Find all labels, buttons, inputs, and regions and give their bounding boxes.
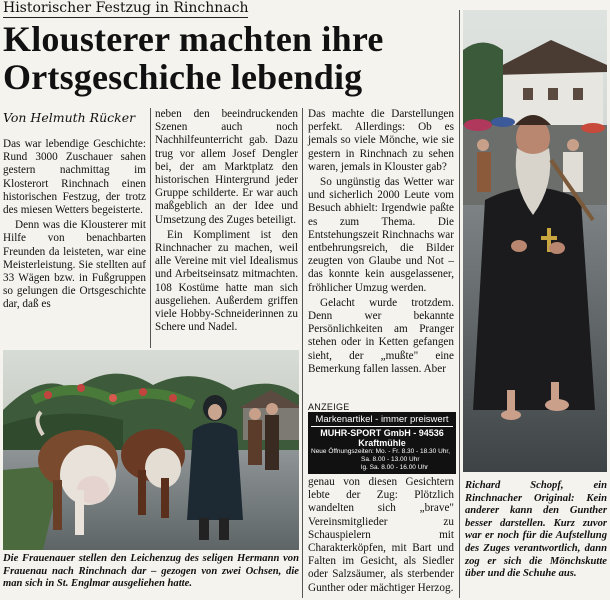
article-column-3 bbox=[308, 108, 454, 376]
ad-hours bbox=[311, 448, 453, 472]
column-rule bbox=[302, 108, 303, 598]
ad-box bbox=[308, 412, 456, 474]
caption-left: Die Frauenauer stellen den Leichenzug des seligen Hermann von Frauenau nach Rinchnach dar – gezogen von zwei Ochsen, die man sich in St. Englmar ausgeliehen hatte. bbox=[3, 553, 299, 590]
paragraph: genau von diesen Gesichtern lebte der Zug: Plötzlich wandelten sich „brave" Vereinsmitglieder zu Schauspielern mit Charakterköpfen, mit Bart und Falten im Gesicht, als Siedler oder Salzsäumer, als sterbender Gunther oder mächtiger Herzog. bbox=[308, 476, 454, 594]
headline bbox=[3, 20, 384, 96]
paragraph: Ein Kompliment ist den Rinchnacher zu machen, weil alle Vereine mit viel Idealismus und Arbeitseinsatz mitmachten. 108 Kostüme hatte man sich ausgeliehen. Außerdem griffen viele Hobby-Schneiderinnen zu Schere und Nadel. bbox=[155, 228, 298, 334]
paragraph: Gelacht wurde trotzdem. Denn wer bekannte Persönlichkeiten am Pranger stehen oder in Ketten gefangen sieht, der „mußte" eine Bemerkung fallen lassen. Aber bbox=[308, 296, 454, 375]
ad-label: ANZEIGE bbox=[308, 402, 350, 412]
article-column-3-continued bbox=[308, 476, 454, 595]
photo-monk bbox=[463, 10, 607, 472]
headline-line-1: Klousterer machten ihre bbox=[3, 19, 384, 59]
paragraph: Denn was die Klousterer mit Hilfe von benachbarten Freunden da leisteten, war eine Meisterleistung. Sie stellten auf 33 Wägen bzw. in Fußgruppen so gelungen die Ortsgeschichte dar, daß es bbox=[3, 219, 146, 311]
paragraph: neben den beeindruckenden Szenen auch noch Nachhilfeunterricht gab. Dazu trug vor allem Josef Dengler bei, der am Marktplatz den historischen Hintergrund jeder Gruppe schilderte. Er war auch maßgeblich an der Idee und Umsetzung des Zuges beteiligt. bbox=[155, 108, 298, 226]
byline: Von Helmuth Rücker bbox=[3, 110, 136, 125]
ad-company: MUHR-SPORT GmbH - 94536 Kraftmühle bbox=[320, 428, 444, 448]
photo-monk-image bbox=[463, 10, 607, 472]
photo-oxen-image bbox=[3, 350, 299, 550]
caption-right: Richard Schopf, ein Rinchnacher Original: Kein anderer kann den Gunther besser darstellen. Kurz zuvor war er noch für die Aufstellung des Zuges verantwortlich, dann zog er sich die Mönchskutte über und die Schuhe aus. bbox=[465, 480, 607, 580]
ad-hours-3: lg. Sa. 8.00 - 16.00 Uhr bbox=[361, 464, 429, 471]
ad-hours-1: Mo. - Fr. 8.30 - 18.30 Uhr, bbox=[375, 448, 450, 455]
column-rule bbox=[459, 10, 460, 598]
article-column-2 bbox=[155, 108, 298, 334]
photo-oxen-procession bbox=[3, 350, 299, 550]
paragraph: Das war lebendige Geschichte: Rund 3000 Zuschauer sahen gestern nachmittag im Klosterort Rinchnach einen historischen Festzug, der trotz des miesen Wetters begeisterte. bbox=[3, 138, 146, 217]
kicker: Historischer Festzug in Rinchnach bbox=[3, 0, 249, 16]
ad-hours-2: Sa. 8.00 - 13.00 Uhr bbox=[361, 456, 420, 463]
paragraph: So ungünstig das Wetter war und sicherlich 2000 Leute vom Besuch abhielt: Irgendwie paßte es zum Thema. Die Entstehungszeit Rinchnachs war entbehrungsreich, die Bilder zeugten von Glaube und Not – das konnte kein ausgelassener, fröhlicher Umzug werden. bbox=[308, 176, 454, 294]
headline-line-2: Ortsgeschiche lebendig bbox=[3, 57, 363, 97]
ad-hours-title: Neue Öffnungszeiten: bbox=[311, 448, 374, 455]
advertisement bbox=[308, 402, 456, 474]
column-rule bbox=[150, 108, 151, 348]
article-column-1 bbox=[3, 138, 146, 312]
ad-tagline: Markenartikel - immer preiswert bbox=[311, 414, 453, 427]
paragraph: Das machte die Darstellungen perfekt. Allerdings: Ob es jemals so viele Mönche, wie sie gestern in Rinchnach zu sehen waren, jemals in Klouster gab? bbox=[308, 108, 454, 173]
